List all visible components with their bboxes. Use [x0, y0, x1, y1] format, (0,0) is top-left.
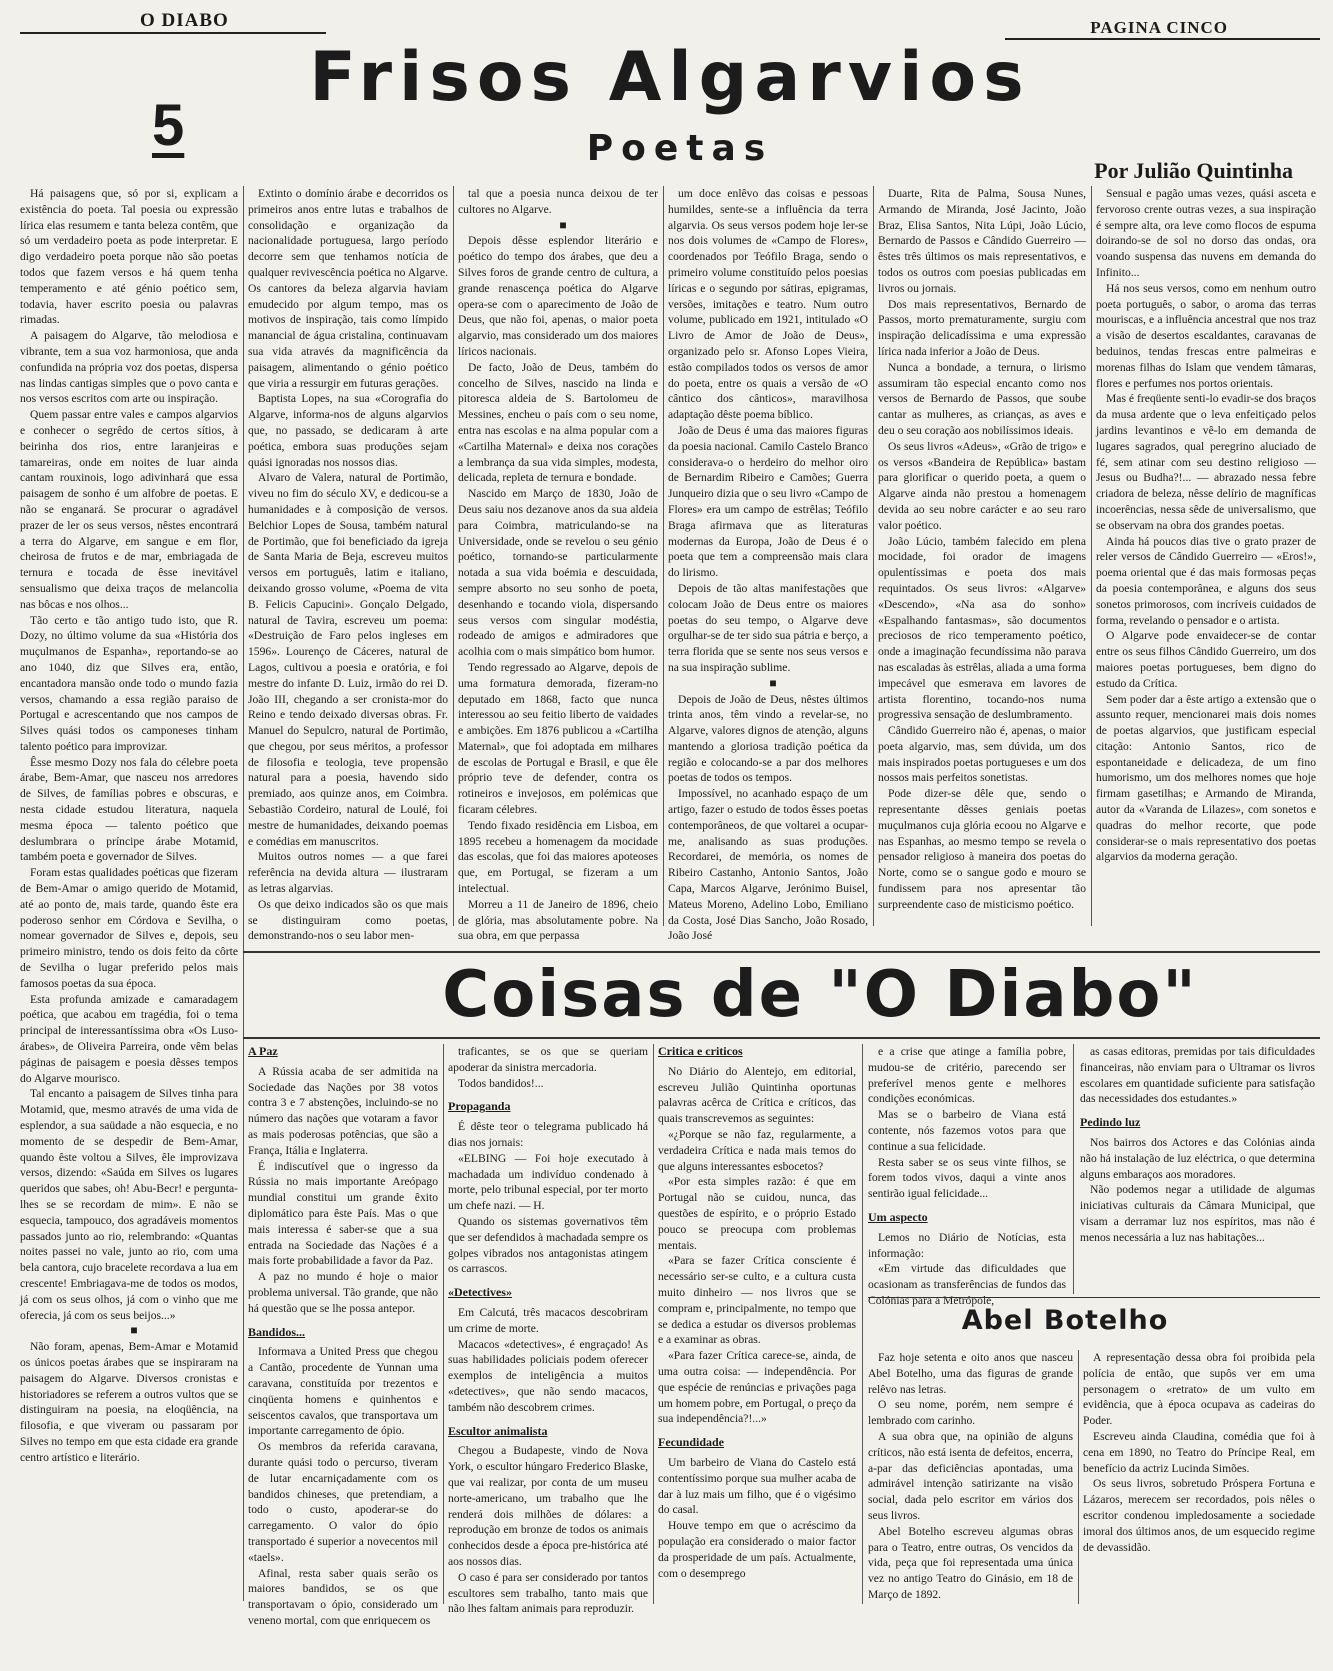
- paragraph: É dêste teor o telegrama publicado há dias nos jornais:: [448, 1120, 648, 1149]
- article-headline: Frisos Algarvios: [309, 38, 1031, 117]
- paragraph: Duarte, Rita de Palma, Sousa Nunes, Armando de Miranda, José Jacinto, João Braz, Elisa Santos, Nita Lúpi, João Lúcio, Bernardo de Passos e Cândido Guerreiro — êstes três últimos os mais representativos, e todos os outros com poesias publicadas em livros ou jornais.: [878, 187, 1086, 295]
- paragraph: A representação dessa obra foi proibida pela polícia de então, que supôs ver em uma personagem o «retrato» de um vulto em evidência, que à época ocupava as cadeiras do Poder.: [1083, 1351, 1315, 1428]
- abel-column-2: [1083, 1350, 1315, 1604]
- paragraph: «Em virtude das dificuldades que ocasionam as transferências de fundos das Colónias para a Metrópole,: [868, 1262, 1066, 1307]
- paragraph: Sensual e pagão umas vezes, quási asceta e fervoroso crente outras vezes, a sua inspiração é sempre alta, ora leve como flocos de espuma doirando-se de sol no dorso das ondas, ora voando suspensa das nuvens em demanda do Infinito...: [1096, 187, 1316, 279]
- column-rule: [862, 1044, 863, 1604]
- article-column-4: [668, 186, 868, 943]
- paragraph: Alvaro de Valera, natural de Portimão, viveu no fim do século XV, e dedicou-se a humanidades e à composição de versos. Belchior Lopes de Sousa, também natural de Portimão, que foi beneficiado da igreja de Santa Maria de Beja, escreveu muitos versos em português, latim e italiano, deixando grosso volume, «Poema de vita B. Felicis Capucini». Gonçalo Delgado, natural de Tavira, escreveu um poema: «Destruição de Faro pelos ingleses em 1596». Lourenço de Cáceres, natural de Lagos, cultivou a poesia e oratória, e foi mestre do infante D. Luiz, irmão do rei D. João III, chegando a ser cronista-mor do Reino e tendo deixado diversas obras. Fr. Manuel do Sepulcro, natural de Portimão, que chegou, por seus méritos, a professor de filosofia e teologia, teve propensão natural para a poesia, havendo sido premiado, aos quinze anos, em Coimbra. Sebastião Cordeiro, natural de Loulé, foi mestre de humanidades, deixando poemas e comédias em manuscritos.: [248, 471, 448, 848]
- paragraph: Um barbeiro de Viana do Castelo está contentíssimo porque sua mulher acaba de dar à luz mais um filho, que é o vigésimo do casal.: [658, 1455, 856, 1517]
- paragraph: O Algarve pode envaidecer-se de contar entre os seus filhos Cândido Guerreiro, um dos maiores poetas portugueses, bem digno do estudo da Crítica.: [1096, 629, 1316, 690]
- paragraph: Nascido em Março de 1830, João de Deus saiu nos dezanove anos da sua aldeia para Coimbra, matriculando-se na Universidade, onde se revelou o seu génio poético, tornando-se particularmente notada a sua vida boémia e descuidada, sempre absorto no seu sonho de poeta, desenhando e tocando viola, dispersando seus versos com singular modéstia, rodeado de amigos e admiradores que acolhia com o mais simpático bom humor.: [458, 487, 658, 659]
- paragraph: «Para fazer Crítica carece-se, ainda, de uma outra coisa: — independência. Por que espécie de renúncias e privações paga um homem pobre, em Portugal, o preço da sua independência?!...»: [658, 1349, 857, 1426]
- brief-heading: Critica e criticos: [658, 1044, 743, 1058]
- paragraph: um doce enlêvo das coisas e pessoas humildes, sente-se a influência da terra algarvia. Os seus versos podem hoje ler-se nos dois volumes de «Campo de Flores», coordenados por Teófilo Braga, sendo o primeiro volume constituído pelos poesias líricas e o segundo por sátiras, epigramas, versões, imitações e teatro. Num outro volume, publicado em 1921, intitulado «O Livro de Amor de João de Deus», organizado pelo sr. Afonso Lopes Vieira, estão compilados todos os versos de amor do poeta, entre os quais a versão de «O cântico dos cânticos», maravilhosa adaptação dêste poema bíblico.: [668, 187, 868, 422]
- paragraph: Tão certo e tão antigo tudo isto, que R. Dozy, no último volume da sua «História dos muçulmanos de Espanha», reportando-se ao ano 1040, diz que Silves era, então, encantadora mansão onde todo o mundo fazia versos, chamando a essa região paraiso de Portugal e acrescentando que nos campos de Silves quási todos os camponeses tinham talento poético para improvizar.: [20, 613, 238, 753]
- column-rule: [453, 186, 454, 926]
- paragraph: Dos mais representativos, Bernardo de Passos, morto prematuramente, surgiu com inspiração delicadíssima e uma expressão lírica nada inferior a João de Deus.: [878, 297, 1086, 358]
- brief-heading: «Detectives»: [448, 1285, 512, 1300]
- paragraph: A sua obra que, na opinião de alguns críticos, não está isenta de defeitos, encerra, a-par das deficiências apontadas, uma admirável intenção satirizante na visão social, dada pelo escritor em vários dos seus livros.: [868, 1429, 1073, 1522]
- column-rule: [653, 1044, 654, 1604]
- paragraph: Baptista Lopes, na sua «Corografia do Algarve, informa-nos de alguns algarvios que, no passado, se dedicaram à arte poética, embora suas produções sejam quási ignoradas nos nossos dias.: [248, 392, 448, 469]
- section-marker: ■: [559, 217, 567, 232]
- page-label: PAGINA CINCO: [1090, 18, 1228, 37]
- paragraph: Cândido Guerreiro não é, apenas, o maior poeta algarvio, mas, sem dúvida, um dos mais inspirados poetas portugueses e um dos nossos mais perfeitos sonetistas.: [878, 724, 1087, 785]
- paragraph: João de Deus é uma das maiores figuras da poesia nacional. Camilo Castelo Branco considerava-o o herdeiro do melhor oiro de Bernardim Ribeiro e Camões; Guerra Junqueiro dizia que o seu livro «Campo de Flores» era um campo de estrêlas; Teófilo Braga afirmava que as literaturas modernas da Europa, João de Deus é o poeta que tem a compreensão mais clara do lirismo.: [668, 423, 868, 580]
- brief-heading: Propaganda: [448, 1099, 511, 1114]
- masthead-rule-left: [20, 32, 326, 34]
- section-divider: [243, 951, 1320, 953]
- coisas-column-3: [658, 1044, 856, 1604]
- paragraph: as casas editoras, premidas por tais dificuldades financeiras, não enviam para o Ultramar os livros escolares em quantidade suficiente para satisfação das necessidades dos estudantes.»: [1080, 1045, 1315, 1106]
- paragraph: O seu nome, porém, nem sempre é lembrado com carinho.: [868, 1398, 1073, 1428]
- paragraph: e a crise que atinge a família pobre, mudou-se de critério, parecendo ser preferível menos gente e melhores condições económicas.: [868, 1045, 1066, 1106]
- paragraph: A paisagem do Algarve, tão melodiosa e vibrante, tem a sua voz harmoniosa, que anda confundida na própria voz dos poetas, dispersa nas lindas cantigas simples que o povo canta e nos versos escritos com arte ou inspiração.: [20, 329, 238, 406]
- paragraph: Em Calcutá, três macacos descobriram um crime de morte.: [448, 1305, 648, 1335]
- section-headline: Coisas de "O Diabo": [442, 958, 1198, 1032]
- paragraph: Mas é freqüente senti-lo evadir-se dos braços da musa ardente que o leva enfeitiçado pelos jardins levantinos e vê-lo em demanda de lugares sagrados, qual peregrino aluciado de fé, sem atinar com seu destino religioso — Jesus ou Budha?!... — abrazado nessa febre criadora de beleza, nêsse delírio de magníficas incoerências, nessa sêde de universalismo, que se observam na obra dos grandes poetas.: [1096, 392, 1316, 532]
- article-byline: Por Julião Quintinha: [1094, 158, 1293, 183]
- paragraph: Sem poder dar a êste artigo a extensão que o assunto requer, mencionarei mais dois nomes de poetas algarvios, que justificam especial citação: Antonio Santos, rico de espontaneidade e delicadeza, de um fino humorismo, um dos melhores nomes que hoje firmam gasetilhas; e Armando de Miranda, autor da «Varanda de Lilazes», com sonetos e quadras do melhor recorte, que pode considerar-se o mais representativo dos poetas algarvios da moderna geração.: [1096, 692, 1316, 864]
- abel-column-1: [868, 1350, 1073, 1604]
- paragraph: Afinal, resta saber quais serão os maiores bandidos, se os que transportavam o ópio, considerado um veneno mortal, com que enriquecem os: [248, 1566, 438, 1627]
- paragraph: Não podemos negar a utilidade de algumas iniciativas culturais da Câmara Municipal, que visam a derramar luz nos espíritos, mas não é menos necessária a luz nas habitações...: [1080, 1183, 1315, 1244]
- section-marker: ■: [769, 675, 777, 690]
- paragraph: Há paisagens que, só por si, explicam a existência do poeta. Tal poesia ou expressão lírica elas resumem e tanta beleza contêm, que só um verdadeiro poeta as pode interpretar. E digo verdadeiro poeta porque não são poetas todos que fazem versos e há quem tenha temperamento e até génio poético sem, todavia, haver escrito poesia ou palavras rimadas.: [20, 187, 238, 327]
- paragraph: Quem passar entre vales e campos algarvios e conhecer o segrêdo de certos sítios, à beirinha dos rios, entre laranjeiras e tamareiras, onde em noites de luar ainda cantam rouxinois, logo adivinhará que essa paisagem de sonho é um alfobre de poetas. E não se enganará. Se procurar o agradável prazer de ler os seus versos, nêstes encontrará a terra do Algarve, em sangue e em flor, cheirosa de frutos e de mar, embriagada de ternura e tocada de êsse inevitável sensualismo que deixa traços de melancolia nas bôcas e nos olhos...: [20, 408, 238, 611]
- column-rule: [873, 186, 874, 926]
- brief-heading: Pedindo luz: [1080, 1115, 1141, 1130]
- brief-heading: Escultor animalista: [448, 1423, 548, 1438]
- paragraph: «Por esta simples razão: é que em Portugal não se cuidou, nunca, das questões de espírito, e o próprio Estado pouco se preocupa com problemas mentais.: [658, 1175, 856, 1252]
- paragraph: Resta saber se os seus vinte filhos, se forem todos vivos, daqui a vinte anos sentirão igual felicidade...: [868, 1155, 1066, 1201]
- paragraph: Faz hoje setenta e oito anos que nasceu Abel Botelho, uma das figuras de grande relêvo nas letras.: [868, 1351, 1073, 1396]
- paragraph: Depois de João de Deus, nêstes últimos trinta anos, têm vindo a revelar-se, no Algarve, valores dignos de atenção, alguns mantendo a gloriosa tradição poética da região e colocando-se a par dos melhores poetas de todos os tempos.: [668, 692, 868, 785]
- coisas-column-5: [1080, 1044, 1315, 1286]
- paragraph: Nos bairros dos Actores e das Colónias ainda não há instalação de luz eléctrica, o que determina alguns embaraços aos moradores.: [1080, 1135, 1315, 1181]
- column-rule: [1078, 1350, 1079, 1604]
- paragraph: Quando os sistemas governativos têm que ser defendidos à machadada sempre os golpes vibrados nos antagonistas atingem os carrascos.: [448, 1214, 648, 1276]
- masthead: [0, 0, 1333, 40]
- column-rule: [1091, 186, 1092, 926]
- paragraph: Os que deixo indicados são os que mais se distinguiram como poetas, demonstrando-nos o seu labor men-: [248, 897, 448, 943]
- paragraph: Não foram, apenas, Bem-Amar e Motamid os únicos poetas árabes que se inspiraram na paisagem do Algarve. Diversos cronistas e historiadores se referem a outros vultos que se distinguiram na poesia, na eloqüência, na filosofia, e que viveram ou passaram por Silves no tempo em que esta cidade era grande centro artístico e literário.: [20, 1340, 238, 1464]
- paragraph: Informava a United Press que chegou a Cantão, procedente de Yunnan uma caravana, constituída por trezentos e cinqüenta homens e quinhentos e seiscentos cavalos, que transportava um importante carregamento de ópio.: [248, 1345, 438, 1438]
- paragraph: O caso é para ser considerado por tantos escultores sem trabalho, tanto mais que não lhes faltam animais para reproduzir.: [448, 1570, 648, 1616]
- abel-botelho-heading: Abel Botelho: [961, 1305, 1169, 1336]
- article-column-6: [1096, 186, 1316, 921]
- paragraph: Ainda há poucos dias tive o grato prazer de reler versos de Cândido Guerreiro — «Eros!», poema oriental que é das mais formosas peças da poesia contemporânea, e alguns dos seus sonetos primorosos, com incríveis cuidados de forma, revelando o pensador e o artista.: [1096, 534, 1316, 627]
- paragraph: Chegou a Budapeste, vindo de Nova York, o escultor húngaro Frederico Blaske, que vai realizar, por conta de um museu norte-americano, um trabalho que lhe renderá dois milhões de dólares: a reprodução em bronze de todos os animais conhecidos desde a época pre-histórica até aos nossos dias.: [448, 1444, 648, 1568]
- paragraph: Houve tempo em que o acréscimo da população era considerado o maior factor da prosperidade de um país. Actualmente, com o desemprego: [658, 1519, 856, 1580]
- brief-heading: Bandidos...: [248, 1324, 306, 1339]
- paragraph: Há nos seus versos, como em nenhum outro poeta português, o sabor, o aroma das terras mouriscas, e a influência ancestral que nos traz a visão de desertos escaldantes, caravanas de beduinos, tendas frescas entre palmeiras e morenas filhas do Islam que vendem tâmaras, flores e perfumes nos portos orientais.: [1096, 281, 1316, 390]
- paragraph: A paz no mundo é hoje o maior problema universal. Tão grande, que não há questão que se lhe possa antepor.: [248, 1270, 438, 1315]
- page-number: 5: [152, 93, 185, 158]
- paragraph: Tendo fixado residência em Lisboa, em 1895 recebeu a homenagem da mocidade das escolas, que foi das maiores apoteoses que, em Portugal, se fizeram a um intelectual.: [458, 818, 658, 896]
- paper-name: O DIABO: [140, 10, 229, 31]
- column-rule: [243, 186, 244, 1601]
- paragraph: Morreu a 11 de Janeiro de 1896, cheio de glória, mas absolutamente pobre. Na sua obra, em que perpassa: [458, 897, 658, 943]
- paragraph: «¿Porque se não faz, regularmente, a verdadeira Crítica e nada mais temos do que alguns interessantes esbocetos?: [658, 1127, 856, 1173]
- brief-heading: Fecundidade: [658, 1435, 725, 1450]
- paragraph: Extinto o domínio árabe e decorridos os primeiros anos entre lutas e trabalhos de consolidação e organização da nacionalidade portuguesa, largo período decorre sem que tenhamos notícia de qualquer revivescência poética no Algarve. Os cantores da beleza algarvia haviam emudecido por algum tempo, mas os motivos de inspiração, tais como límpido manancial de água cristalina, continuavam sua vida através da magnificência da paisagem, alimentando o génio poético que viria a ressurgir em futuras gerações.: [248, 187, 448, 390]
- coisas-column-1: [248, 1044, 438, 1627]
- paragraph: Todos bandidos!...: [458, 1076, 544, 1090]
- paragraph: É indiscutível que o ingresso da Rússia no mais importante Areópago mundial constitui um grande êxito diplomático para êste País. Mas o que mais interessa é saber-se que a sua entrada na Sociedade das Nações é a mais forte probabilidade a favor da Paz.: [248, 1159, 438, 1268]
- paragraph: Muitos outros nomes — a que farei referência na devida altura — ilustraram as letras algarvias.: [248, 850, 448, 896]
- article-column-5: [878, 186, 1086, 921]
- article-column-2: [248, 186, 448, 943]
- column-rule: [1073, 1044, 1074, 1294]
- paragraph: Tal encanto a paisagem de Silves tinha para Motamid, que, mesmo através de uma vida de esplendor, a sua saüdade a não esquecia, e no momento de se despedir de Bem-Amar, quando êste voltou a Silves, êle improvizava versos, dizendo: «Saúda em Silves os lugares queridos que sabes, oh! Abu-Becr! e pergunta-lhes se se recordam de mim». E não se esquecia, tampouco, dos agradáveis momentos passados junto ao rio, relembrando: «Quantas noites passei no vale, junto ao rio, com uma bela cantora, cujo bracelete recordava a lua em crescente! Embriagava-me de todos os modos, já com os seus olhos, já com o vinho que me oferecia, já com os seus beijos...»: [20, 1087, 238, 1322]
- paragraph: Esta profunda amizade e camaradagem poética, que acabou em tragédia, foi o tema principal de interessantíssima obra «Os Luso-árabes», de Oliveira Parreira, onde vêm belas páginas de paisagem e poesia dêsses tempos do Algarve mourisco.: [20, 992, 238, 1085]
- paragraph: No Diário do Alentejo, em editorial, escreveu Julião Quintinha oportunas palavras acêrca de Crítica e críticos, das quais transcrevemos as seguintes:: [658, 1064, 856, 1126]
- paragraph: Êsse mesmo Dozy nos fala do célebre poeta árabe, Bem-Amar, que nasceu nos arredores de Silves, de famílias pobres e obscuras, e nesta cidade estudou literatura, naquela mesma época — talento poético que deslumbrara o príncipe árabe Motamid, também poeta e governador de Silves.: [20, 755, 238, 864]
- paragraph: tal que a poesia nunca deixou de ter cultores no Algarve.: [458, 187, 658, 216]
- paragraph: Os membros da referida caravana, durante quási todo o percurso, tiveram de lutar encarniçadamente com os bandidos chineses, que pretendiam, a todo o custo, apoderar-se do carregamento. O valor do ópio transportado é superior a novecentos mil «taels».: [248, 1440, 438, 1564]
- paragraph: traficantes, se os que se queriam apoderar da sinistra mercadoria.: [448, 1045, 648, 1074]
- paragraph: Nunca a bondade, a ternura, o lirismo assumiram tão especial encanto como nos versos de Bernardo de Passos, que soube cantar as mulheres, as crianças, as aves e deu o seu coração aos nobilíssimos ideais.: [878, 360, 1086, 437]
- paragraph: Os seus livros, sobretudo Próspera Fortuna e Lázaros, merecem ser recordados, pois nêles o escritor condenou impledosamente a sociedade imoral dos últimos anos, de um esquecido regime de devassidão.: [1083, 1477, 1315, 1554]
- paragraph: João Lúcio, também falecido em plena mocidade, foi orador de imagens opulentíssimas e poeta dos mais requintados. Os seus livros: «Algarve» «Descendo», «Na asa do sonho» «Espalhando fantasmas», são documentos preciosos de rico temperamento poético, onde a imaginação fecundíssima não parava nas escaladas às estrêlas, aliada a uma forma impecável que esmerava em lavores de artista florentino, tocando-nos numa progressiva sensação de deslumbramento.: [878, 534, 1086, 722]
- paragraph: Foram estas qualidades poéticas que fizeram de Bem-Amar o amigo querido de Motamid, até ao ponto de, mais tarde, quando êste era poderoso senhor em Córdova e Sevilha, o nomear governador de Silves e, depois, seu primeiro ministro, tendo os dois feito da côrte de Sevilha o lugar preferido pelos mais famosos poetas da sua época.: [20, 866, 238, 990]
- article-column-3: [458, 186, 658, 943]
- article-subtitle: Poetas: [586, 128, 774, 169]
- paragraph: «Para se fazer Crítica consciente é necessário ser-se culto, e a cultura custa muito dinheiro — nos livros que se compram e, principalmente, no tempo que se dedica a estudar os diversos problemas e a examinar as obras.: [658, 1254, 856, 1347]
- column-rule: [663, 186, 664, 926]
- paragraph: Impossível, no acanhado espaço de um artigo, fazer o estudo de todos êsses poetas contemporâneos, de que voltarei a ocupar-me, analisando as suas produções. Recordarei, de memória, os nomes de Ribeiro Castanho, Antonio Santos, João Capa, Marcos Algarve, Jerónimo Buisel, Mateus Moreno, Adelino Lobo, Emiliano da Costa, José Dias Sancho, João Rosado, João José: [668, 787, 868, 943]
- paragraph: Lemos no Diário de Notícias, esta informação:: [868, 1230, 1066, 1260]
- paragraph: «ELBING — Foi hoje executado à machadada um indivíduo condenado à morte, pelo tribunal especial, por ter morto um chefe nazi. — H.: [448, 1151, 648, 1213]
- paragraph: Mas se o barbeiro de Viana está contente, nós fazemos votos para que continue a sua felicidade.: [868, 1108, 1066, 1153]
- paragraph: Os seus livros «Adeus», «Grão de trigo» e os versos «Bandeira de República» bastam para glorificar o querido poeta, a quem o Algarve ainda não prestou a homenagem devida ao seu nobre carácter e ao seu raro valor poético.: [878, 439, 1086, 532]
- article-column-1: [20, 186, 238, 1601]
- paragraph: Abel Botelho escreveu algumas obras para o Teatro, entre outras, Os vencidos da vida, peça que foi representada uma única vez no antigo Teatro do Ginásio, em 18 de Março de 1892.: [868, 1524, 1073, 1601]
- paragraph: Depois de tão altas manifestações que colocam João de Deus entre os maiores poetas do seu tempo, o Algarve deve orgulhar-se de ter sido sua pátria e berço, a terra florida que se sente nos seus versos e na sua inspiração sublime.: [668, 581, 868, 674]
- paragraph: De facto, João de Deus, também do concelho de Silves, nascido na linda e pitoresca aldeia de S. Bartolomeu de Messines, encheu o país com o seu nome, entra nas escolas e na alma popular com a «Cartilha Maternal» e deixa nos corações a lembrança da sua vida simples, modesta, delicada, repleta de ternura e bondade.: [458, 360, 658, 485]
- paragraph: Escreveu ainda Claudina, comédia que foi à cena em 1890, no Teatro do Príncipe Real, em benefício da actriz Lucinda Simões.: [1083, 1429, 1315, 1475]
- section-marker: ■: [130, 1323, 138, 1338]
- brief-heading: Um aspecto: [868, 1209, 928, 1224]
- abel-divider: [868, 1297, 1320, 1298]
- paragraph: Depois dêsse esplendor literário e poético do tempo dos árabes, que deu a Silves foros de grande centro de cultura, a grande renascença poética do Algarve opera-se com o aparecimento de João de Deus, que não foi, apenas, o maior poeta algarvio, mas considerado um dos maiores líricos nacionais.: [458, 234, 658, 358]
- column-rule: [443, 1044, 444, 1604]
- paragraph: Macacos «detectives», é engraçado! As suas habilidades policiais podem oferecer exemplos de inteligência a muitos «detectives», que não sendo macacos, também não descobrem crimes.: [448, 1337, 648, 1414]
- paragraph: Tendo regressado ao Algarve, depois de uma formatura demorada, fizeram-no deputado em 1868, facto que nunca interessou ao seu feitio liberto de vaidades e ambições. Em 1876 publicou a «Cartilha Maternal», que foi adoptada em milhares de escolas de Portugal e Brasil, e que êle próprio teve de defender, contra os rotineiros e invejosos, em polémicas que ficaram célebres.: [458, 660, 658, 817]
- section-divider: [243, 1037, 1320, 1039]
- paragraph: A Rússia acaba de ser admitida na Sociedade das Nações por 38 votos contra 3 e 7 abstenções, incluindo-se no número das nações que votaram a favor as mais poderosas potências, que são a França, Itália e Inglaterra.: [248, 1064, 438, 1157]
- brief-heading: A Paz: [248, 1044, 278, 1058]
- coisas-column-4: [868, 1044, 1066, 1307]
- paragraph: Pode dizer-se dêle que, sendo o representante dêsses geniais poetas muçulmanos cuja glória ecoou no Algarve e nas Espanhas, ao mesmo tempo se revela o pensador religioso à maneira dos poetas do Norte, como se o sangue godo e mouro se fundissem para nos apresentar tão surpreendente caso de misticismo poético.: [878, 787, 1086, 911]
- coisas-column-2: [448, 1044, 648, 1616]
